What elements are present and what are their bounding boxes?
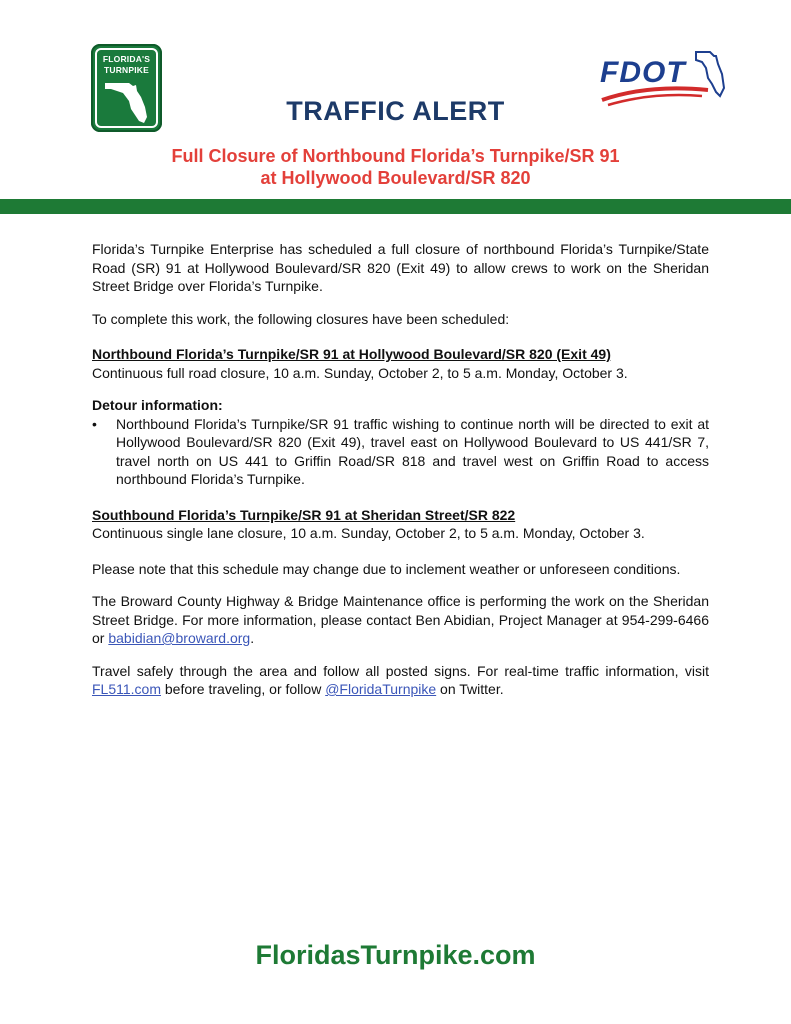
green-divider <box>0 199 791 214</box>
southbound-heading: Southbound Florida’s Turnpike/SR 91 at Sheridan Street/SR 822 <box>92 506 516 523</box>
alert-body <box>92 240 709 699</box>
subtitle-line-2: at Hollywood Boulevard/SR 820 <box>260 168 531 188</box>
travel-paragraph <box>92 662 709 699</box>
southbound-detail: Continuous single lane closure, 10 a.m. Sunday, October 2, to 5 a.m. Monday, October 3. <box>92 525 645 541</box>
northbound-detail: Continuous full road closure, 10 a.m. Sunday, October 2, to 5 a.m. Monday, October 3. <box>92 364 628 381</box>
logo-text-line1: FLORIDA'S <box>102 54 151 64</box>
footer-website[interactable]: FloridasTurnpike.com <box>255 940 536 970</box>
northbound-heading: Northbound Florida’s Turnpike/SR 91 at Hollywood Boulevard/SR 820 (Exit 49) <box>92 346 611 362</box>
detour-text: Northbound Florida’s Turnpike/SR 91 traffic wishing to continue north will be directed to exit at Hollywood Boulevard/SR 820 (Exit 49), travel east on Hollywood Boulevard to US 441/SR 7, travel north on US 441 to Griffin Road/SR 818 and travel west on Griffin Road to access northbound Florida’s Turnpike. <box>116 415 709 487</box>
logo-text-line2: TURNPIKE <box>103 65 150 75</box>
email-link[interactable]: babidian@broward.org <box>108 630 251 646</box>
fdot-wordmark: FDOT <box>600 56 686 89</box>
fl511-link[interactable]: FL511.com <box>92 681 161 697</box>
subtitle-line-1: Full Closure of Northbound Florida’s Turnpike/SR 91 <box>171 146 620 166</box>
detour-list-item <box>92 415 709 489</box>
intro-paragraph: Florida’s Turnpike Enterprise has scheduled a full closure of northbound Florida’s Turnpike/State Road (SR) 91 at Hollywood Boulevard/SR 820 (Exit 49) to allow crews to work on the Sheridan Street Bridge over Florida’s Turnpike. <box>92 241 709 294</box>
twitter-link[interactable]: @FloridaTurnpike <box>325 681 437 697</box>
contact-paragraph <box>92 592 709 648</box>
travel-end-text: on Twitter. <box>436 681 504 697</box>
travel-text: Travel safely through the area and follow all posted signs. For real-time traffic information, visit <box>92 662 709 679</box>
bullet-icon: • <box>92 415 97 432</box>
page-title: TRAFFIC ALERT <box>286 96 505 126</box>
contact-end: . <box>250 630 255 646</box>
detour-heading: Detour information: <box>92 397 223 413</box>
travel-mid-text: before traveling, or follow <box>161 681 326 697</box>
alert-subtitle <box>0 145 791 189</box>
schedule-intro: To complete this work, the following closures have been scheduled: <box>92 310 510 327</box>
contact-text: The Broward County Highway & Bridge Maintenance office is performing the work on the Sheridan Street Bridge. For more information, please contact Ben Abidian, Project Manager at 954-299-6466 or <box>92 593 709 646</box>
weather-note: Please note that this schedule may change due to inclement weather or unforeseen conditions. <box>92 560 681 577</box>
